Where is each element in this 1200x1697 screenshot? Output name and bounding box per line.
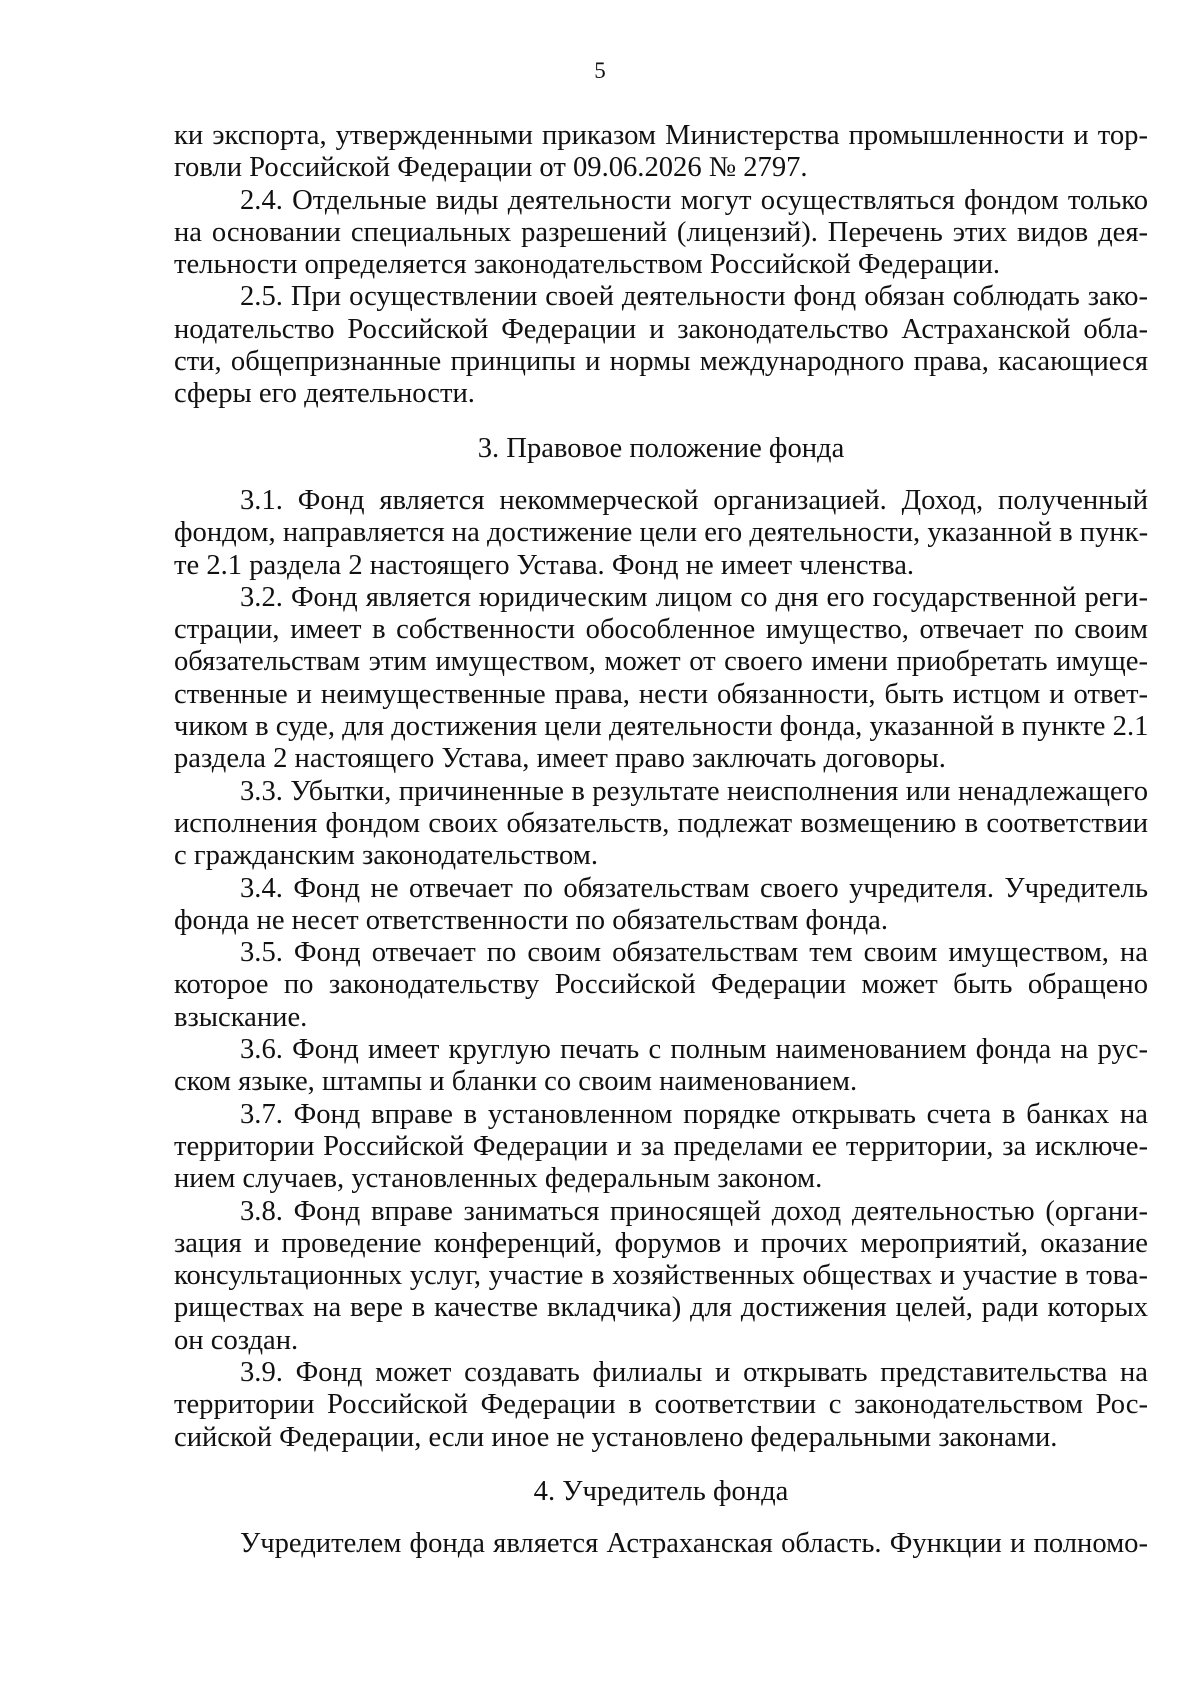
spacer xyxy=(174,1454,1148,1476)
text-line: взыскание. xyxy=(174,1001,308,1033)
paragraph xyxy=(174,1099,1148,1196)
text-line: 3.2. Фонд является юридическим лицом со дня его государственной реги- xyxy=(240,581,1148,613)
section-heading: 4. Учредитель фонда xyxy=(533,1475,789,1507)
text-line: раздела 2 настоящего Устава, имеет право заключать договоры. xyxy=(174,743,946,775)
section-heading: 3. Правовое положение фонда xyxy=(477,432,845,464)
text-line: 2.5. При осуществлении своей деятельности фонд обязан соблюдать зако- xyxy=(240,281,1148,313)
text-line: фонда не несет ответственности по обязательствам фонда. xyxy=(174,904,889,936)
text-line: те 2.1 раздела 2 настоящего Устава. Фонд не имеет членства. xyxy=(174,549,915,581)
text-line: 3.7. Фонд вправе в установленном порядке открывать счета в банках на xyxy=(240,1098,1148,1130)
text-line: консультационных услуг, участие в хозяйственных обществах и участие в това- xyxy=(174,1260,1148,1292)
text-line: страции, имеет в собственности обособленное имущество, отвечает по своим xyxy=(174,614,1148,646)
text-line: исполнения фондом своих обязательств, подлежат возмещению в соответствии xyxy=(174,807,1148,839)
text-line: тельности определяется законодательством Российской Федерации. xyxy=(174,249,1001,281)
document-body xyxy=(174,120,1148,1560)
text-line: 3.3. Убытки, причиненные в результате неисполнения или ненадлежащего xyxy=(240,775,1148,807)
text-line: он создан. xyxy=(174,1324,299,1356)
paragraph xyxy=(174,582,1148,776)
spacer xyxy=(174,465,1148,485)
text-line: 3.6. Фонд имеет круглую печать с полным наименованием фонда на рус- xyxy=(240,1034,1148,1066)
text-line: обязательствам этим имуществом, может от своего имени приобретать имуще- xyxy=(174,646,1148,678)
text-line: 3.4. Фонд не отвечает по обязательствам своего учредителя. Учредитель xyxy=(240,872,1148,904)
spacer xyxy=(174,1508,1148,1528)
text-line: ском языке, штампы и бланки со своим наименованием. xyxy=(174,1066,858,1098)
text-line: 3.5. Фонд отвечает по своим обязательствам тем своим имуществом, на xyxy=(240,937,1148,969)
text-line: 2.4. Отдельные виды деятельности могут осуществляться фондом только xyxy=(240,184,1148,216)
text-line: нием случаев, установленных федеральным законом. xyxy=(174,1163,823,1195)
text-line: нодательство Российской Федерации и законодательство Астраханской обла- xyxy=(174,313,1148,345)
paragraph xyxy=(174,1196,1148,1357)
paragraph xyxy=(174,873,1148,938)
page-number: 5 xyxy=(594,58,606,83)
text-line: Учредителем фонда является Астраханская область. Функции и полномо- xyxy=(240,1528,1148,1560)
text-line: 3.1. Фонд является некоммерческой организацией. Доход, полученный xyxy=(240,484,1148,516)
text-line: сти, общепризнанные принципы и нормы международного права, касающиеся xyxy=(174,346,1148,378)
text-line: фондом, направляется на достижение цели его деятельности, указанной в пунк- xyxy=(174,517,1149,549)
paragraph xyxy=(174,937,1148,1034)
text-line: на основании специальных разрешений (лицензий). Перечень этих видов дея- xyxy=(174,216,1148,248)
text-line: ственные и неимущественные права, нести обязанности, быть истцом и ответ- xyxy=(174,678,1148,710)
paragraph xyxy=(174,281,1148,410)
paragraph xyxy=(174,120,1148,185)
text-line: сийской Федерации, если иное не установлено федеральными законами. xyxy=(174,1421,1058,1453)
text-line: чиком в суде, для достижения цели деятельности фонда, указанной в пункте 2.1 xyxy=(174,711,1149,743)
spacer xyxy=(174,411,1148,433)
text-line: которое по законодательству Российской Федерации может быть обращено xyxy=(174,969,1148,1001)
text-line: ки экспорта, утвержденными приказом Министерства промышленности и тор- xyxy=(174,120,1148,151)
text-line: сферы его деятельности. xyxy=(174,378,475,410)
paragraph xyxy=(174,1357,1148,1454)
paragraph xyxy=(174,485,1148,582)
text-line: 3.9. Фонд может создавать филиалы и открывать представительства на xyxy=(240,1356,1148,1388)
text-line: риществах на вере в качестве вкладчика) для достижения целей, ради которых xyxy=(174,1292,1148,1324)
text-line: территории Российской Федерации в соответствии с законодательством Рос- xyxy=(174,1389,1148,1421)
text-line: территории Российской Федерации и за пределами ее территории, за исключе- xyxy=(174,1130,1148,1162)
paragraph xyxy=(174,185,1148,282)
paragraph xyxy=(174,1528,1148,1560)
paragraph xyxy=(174,776,1148,873)
text-line: говли Российской Федерации от 09.06.2026 № 2797. xyxy=(174,152,808,184)
text-line: зация и проведение конференций, форумов и прочих мероприятий, оказание xyxy=(174,1227,1148,1259)
text-line: с гражданским законодательством. xyxy=(174,840,598,872)
text-line: 3.8. Фонд вправе заниматься приносящей доход деятельностью (органи- xyxy=(240,1195,1148,1227)
paragraph xyxy=(174,1034,1148,1099)
